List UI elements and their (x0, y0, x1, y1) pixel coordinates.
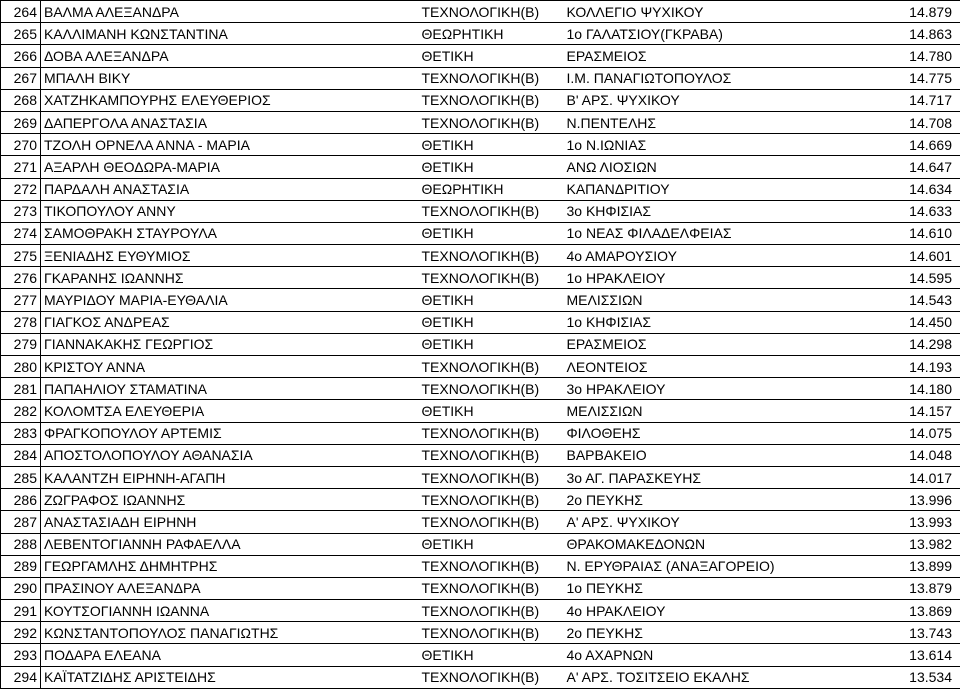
score-cell: 14.450 (826, 311, 960, 333)
school-cell: 2ο ΠΕΥΚΗΣ (564, 489, 826, 511)
table-row (1, 555, 960, 577)
student-name-cell: ΑΞΑΡΛΗ ΘΕΟΔΩΡΑ-ΜΑΡΙΑ (41, 156, 419, 178)
direction-cell: ΤΕΧΝΟΛΟΓΙΚΗ(Β) (419, 577, 564, 599)
direction-cell: ΤΕΧΝΟΛΟΓΙΚΗ(Β) (419, 489, 564, 511)
school-cell: 3ο ΗΡΑΚΛΕΙΟΥ (564, 378, 826, 400)
student-name-cell: ΒΑΛΜΑ ΑΛΕΞΑΝΔΡΑ (41, 1, 419, 23)
direction-cell: ΘΕΩΡΗΤΙΚΗ (419, 23, 564, 45)
table-row (1, 577, 960, 599)
table-row (1, 533, 960, 555)
direction-cell: ΤΕΧΝΟΛΟΓΙΚΗ(Β) (419, 378, 564, 400)
table-row (1, 356, 960, 378)
score-cell: 14.879 (826, 1, 960, 23)
row-number-cell: 290 (1, 577, 41, 599)
row-number-cell: 284 (1, 444, 41, 466)
score-cell: 13.614 (826, 644, 960, 666)
score-cell: 14.647 (826, 156, 960, 178)
school-cell: Β' ΑΡΣ. ΨΥΧΙΚΟΥ (564, 89, 826, 111)
score-cell: 14.298 (826, 333, 960, 355)
table-row (1, 134, 960, 156)
direction-cell: ΤΕΧΝΟΛΟΓΙΚΗ(Β) (419, 67, 564, 89)
school-cell: 1ο Ν.ΙΩΝΙΑΣ (564, 134, 826, 156)
table-row (1, 311, 960, 333)
student-name-cell: ΑΝΑΣΤΑΣΙΑΔΗ ΕΙΡΗΝΗ (41, 511, 419, 533)
row-number-cell: 294 (1, 666, 41, 688)
score-cell: 14.048 (826, 444, 960, 466)
school-cell: 1ο ΗΡΑΚΛΕΙΟΥ (564, 267, 826, 289)
table-row (1, 600, 960, 622)
score-cell: 14.180 (826, 378, 960, 400)
student-name-cell: ΛΕΒΕΝΤΟΓΙΑΝΝΗ ΡΑΦΑΕΛΛΑ (41, 533, 419, 555)
direction-cell: ΤΕΧΝΟΛΟΓΙΚΗ(Β) (419, 466, 564, 488)
table-row (1, 622, 960, 644)
score-cell: 13.879 (826, 577, 960, 599)
results-table-body (1, 1, 960, 689)
score-cell: 14.595 (826, 267, 960, 289)
direction-cell: ΘΕΤΙΚΗ (419, 533, 564, 555)
student-name-cell: ΤΙΚΟΠΟΥΛΟΥ ΑΝΝΥ (41, 200, 419, 222)
direction-cell: ΤΕΧΝΟΛΟΓΙΚΗ(Β) (419, 111, 564, 133)
table-row (1, 422, 960, 444)
score-cell: 14.669 (826, 134, 960, 156)
score-cell: 14.543 (826, 289, 960, 311)
score-cell: 13.743 (826, 622, 960, 644)
direction-cell: ΘΕΤΙΚΗ (419, 134, 564, 156)
table-row (1, 333, 960, 355)
score-cell: 13.996 (826, 489, 960, 511)
table-row (1, 178, 960, 200)
direction-cell: ΘΕΤΙΚΗ (419, 400, 564, 422)
student-name-cell: ΜΠΑΛΗ ΒΙΚΥ (41, 67, 419, 89)
student-name-cell: ΣΑΜΟΘΡΑΚΗ ΣΤΑΥΡΟΥΛΑ (41, 222, 419, 244)
score-cell: 14.708 (826, 111, 960, 133)
score-cell: 14.780 (826, 45, 960, 67)
row-number-cell: 285 (1, 466, 41, 488)
row-number-cell: 287 (1, 511, 41, 533)
student-name-cell: ΤΖΟΛΗ ΟΡΝΕΛΑ ΑΝΝΑ - ΜΑΡΙΑ (41, 134, 419, 156)
row-number-cell: 293 (1, 644, 41, 666)
direction-cell: ΤΕΧΝΟΛΟΓΙΚΗ(Β) (419, 200, 564, 222)
direction-cell: ΘΕΤΙΚΗ (419, 311, 564, 333)
school-cell: 3ο ΑΓ. ΠΑΡΑΣΚΕΥΗΣ (564, 466, 826, 488)
student-name-cell: ΔΟΒΑ ΑΛΕΞΑΝΔΡΑ (41, 45, 419, 67)
row-number-cell: 276 (1, 267, 41, 289)
student-name-cell: ΞΕΝΙΑΔΗΣ ΕΥΘΥΜΙΟΣ (41, 245, 419, 267)
row-number-cell: 289 (1, 555, 41, 577)
student-name-cell: ΠΟΔΑΡΑ ΕΛΕΑΝΑ (41, 644, 419, 666)
school-cell: ΒΑΡΒΑΚΕΙΟ (564, 444, 826, 466)
student-name-cell: ΚΑΪΤΑΤΖΙΔΗΣ ΑΡΙΣΤΕΙΔΗΣ (41, 666, 419, 688)
row-number-cell: 271 (1, 156, 41, 178)
direction-cell: ΤΕΧΝΟΛΟΓΙΚΗ(Β) (419, 245, 564, 267)
school-cell: 4ο ΑΜΑΡΟΥΣΙΟΥ (564, 245, 826, 267)
direction-cell: ΤΕΧΝΟΛΟΓΙΚΗ(Β) (419, 1, 564, 23)
score-cell: 13.982 (826, 533, 960, 555)
student-name-cell: ΚΡΙΣΤΟΥ ΑΝΝΑ (41, 356, 419, 378)
direction-cell: ΘΕΤΙΚΗ (419, 222, 564, 244)
school-cell: 4ο ΑΧΑΡΝΩΝ (564, 644, 826, 666)
table-row (1, 666, 960, 688)
table-row (1, 222, 960, 244)
school-cell: Ν. ΕΡΥΘΡΑΙΑΣ (ΑΝΑΞΑΓΟΡΕΙΟ) (564, 555, 826, 577)
student-name-cell: ΔΑΠΕΡΓΟΛΑ ΑΝΑΣΤΑΣΙΑ (41, 111, 419, 133)
table-row (1, 267, 960, 289)
score-cell: 14.017 (826, 466, 960, 488)
score-cell: 14.775 (826, 67, 960, 89)
score-cell: 14.193 (826, 356, 960, 378)
table-row (1, 67, 960, 89)
row-number-cell: 269 (1, 111, 41, 133)
direction-cell: ΤΕΧΝΟΛΟΓΙΚΗ(Β) (419, 600, 564, 622)
table-row (1, 466, 960, 488)
score-cell: 14.157 (826, 400, 960, 422)
row-number-cell: 281 (1, 378, 41, 400)
direction-cell: ΤΕΧΝΟΛΟΓΙΚΗ(Β) (419, 666, 564, 688)
row-number-cell: 291 (1, 600, 41, 622)
table-row (1, 1, 960, 23)
student-name-cell: ΓΕΩΡΓΑΜΛΗΣ ΔΗΜΗΤΡΗΣ (41, 555, 419, 577)
school-cell: 3ο ΚΗΦΙΣΙΑΣ (564, 200, 826, 222)
score-cell: 13.899 (826, 555, 960, 577)
row-number-cell: 265 (1, 23, 41, 45)
school-cell: ΘΡΑΚΟΜΑΚΕΔΟΝΩΝ (564, 533, 826, 555)
school-cell: ΚΟΛΛΕΓΙΟ ΨΥΧΙΚΟΥ (564, 1, 826, 23)
table-row (1, 156, 960, 178)
direction-cell: ΘΕΤΙΚΗ (419, 644, 564, 666)
row-number-cell: 283 (1, 422, 41, 444)
school-cell: ΜΕΛΙΣΣΙΩΝ (564, 289, 826, 311)
row-number-cell: 270 (1, 134, 41, 156)
table-row (1, 378, 960, 400)
row-number-cell: 278 (1, 311, 41, 333)
student-name-cell: ΠΡΑΣΙΝΟΥ ΑΛΕΞΑΝΔΡΑ (41, 577, 419, 599)
table-row (1, 400, 960, 422)
direction-cell: ΘΕΤΙΚΗ (419, 289, 564, 311)
row-number-cell: 268 (1, 89, 41, 111)
direction-cell: ΘΕΤΙΚΗ (419, 156, 564, 178)
row-number-cell: 272 (1, 178, 41, 200)
school-cell: ΜΕΛΙΣΣΙΩΝ (564, 400, 826, 422)
direction-cell: ΤΕΧΝΟΛΟΓΙΚΗ(Β) (419, 356, 564, 378)
student-name-cell: ΑΠΟΣΤΟΛΟΠΟΥΛΟΥ ΑΘΑΝΑΣΙΑ (41, 444, 419, 466)
table-row (1, 511, 960, 533)
row-number-cell: 274 (1, 222, 41, 244)
school-cell: 1ο ΝΕΑΣ ΦΙΛΑΔΕΛΦΕΙΑΣ (564, 222, 826, 244)
score-cell: 14.634 (826, 178, 960, 200)
school-cell: Α' ΑΡΣ. ΤΟΣΙΤΣΕΙΟ ΕΚΑΛΗΣ (564, 666, 826, 688)
student-name-cell: ΚΟΥΤΣΟΓΙΑΝΝΗ ΙΩΑΝΝΑ (41, 600, 419, 622)
row-number-cell: 282 (1, 400, 41, 422)
table-row (1, 23, 960, 45)
school-cell: 4ο ΗΡΑΚΛΕΙΟΥ (564, 600, 826, 622)
row-number-cell: 292 (1, 622, 41, 644)
direction-cell: ΤΕΧΝΟΛΟΓΙΚΗ(Β) (419, 89, 564, 111)
table-row (1, 289, 960, 311)
table-row (1, 444, 960, 466)
score-cell: 14.717 (826, 89, 960, 111)
score-cell: 14.601 (826, 245, 960, 267)
row-number-cell: 288 (1, 533, 41, 555)
direction-cell: ΤΕΧΝΟΛΟΓΙΚΗ(Β) (419, 622, 564, 644)
table-row (1, 245, 960, 267)
table-row (1, 644, 960, 666)
score-cell: 14.863 (826, 23, 960, 45)
school-cell: ΦΙΛΟΘΕΗΣ (564, 422, 826, 444)
student-name-cell: ΚΟΛΟΜΤΣΑ ΕΛΕΥΘΕΡΙΑ (41, 400, 419, 422)
row-number-cell: 264 (1, 1, 41, 23)
table-row (1, 111, 960, 133)
student-name-cell: ΓΙΑΓΚΟΣ ΑΝΔΡΕΑΣ (41, 311, 419, 333)
student-name-cell: ΠΑΡΔΑΛΗ ΑΝΑΣΤΑΣΙΑ (41, 178, 419, 200)
row-number-cell: 266 (1, 45, 41, 67)
school-cell: ΕΡΑΣΜΕΙΟΣ (564, 333, 826, 355)
direction-cell: ΘΕΩΡΗΤΙΚΗ (419, 178, 564, 200)
school-cell: 1ο ΓΑΛΑΤΣΙΟΥ(ΓΚΡΑΒΑ) (564, 23, 826, 45)
row-number-cell: 286 (1, 489, 41, 511)
direction-cell: ΤΕΧΝΟΛΟΓΙΚΗ(Β) (419, 555, 564, 577)
score-cell: 13.993 (826, 511, 960, 533)
direction-cell: ΤΕΧΝΟΛΟΓΙΚΗ(Β) (419, 267, 564, 289)
school-cell: ΑΝΩ ΛΙΟΣΙΩΝ (564, 156, 826, 178)
row-number-cell: 279 (1, 333, 41, 355)
direction-cell: ΤΕΧΝΟΛΟΓΙΚΗ(Β) (419, 444, 564, 466)
direction-cell: ΤΕΧΝΟΛΟΓΙΚΗ(Β) (419, 422, 564, 444)
row-number-cell: 277 (1, 289, 41, 311)
score-cell: 13.869 (826, 600, 960, 622)
student-name-cell: ΖΩΓΡΑΦΟΣ ΙΩΑΝΝΗΣ (41, 489, 419, 511)
student-name-cell: ΜΑΥΡΙΔΟΥ ΜΑΡΙΑ-ΕΥΘΑΛΙΑ (41, 289, 419, 311)
student-name-cell: ΚΑΛΛΙΜΑΝΗ ΚΩΝΣΤΑΝΤΙΝΑ (41, 23, 419, 45)
student-name-cell: ΓΚΑΡΑΝΗΣ ΙΩΑΝΝΗΣ (41, 267, 419, 289)
score-cell: 14.633 (826, 200, 960, 222)
school-cell: ΚΑΠΑΝΔΡΙΤΙΟΥ (564, 178, 826, 200)
direction-cell: ΘΕΤΙΚΗ (419, 333, 564, 355)
row-number-cell: 275 (1, 245, 41, 267)
school-cell: Α' ΑΡΣ. ΨΥΧΙΚΟΥ (564, 511, 826, 533)
row-number-cell: 273 (1, 200, 41, 222)
student-name-cell: ΦΡΑΓΚΟΠΟΥΛΟΥ ΑΡΤΕΜΙΣ (41, 422, 419, 444)
school-cell: 1ο ΠΕΥΚΗΣ (564, 577, 826, 599)
student-name-cell: ΧΑΤΖΗΚΑΜΠΟΥΡΗΣ ΕΛΕΥΘΕΡΙΟΣ (41, 89, 419, 111)
school-cell: Ι.Μ. ΠΑΝΑΓΙΩΤΟΠΟΥΛΟΣ (564, 67, 826, 89)
school-cell: ΕΡΑΣΜΕΙΟΣ (564, 45, 826, 67)
table-row (1, 489, 960, 511)
school-cell: Ν.ΠΕΝΤΕΛΗΣ (564, 111, 826, 133)
score-cell: 14.610 (826, 222, 960, 244)
table-row (1, 200, 960, 222)
school-cell: ΛΕΟΝΤΕΙΟΣ (564, 356, 826, 378)
student-name-cell: ΚΩΝΣΤΑΝΤΟΠΟΥΛΟΣ ΠΑΝΑΓΙΩΤΗΣ (41, 622, 419, 644)
school-cell: 2ο ΠΕΥΚΗΣ (564, 622, 826, 644)
direction-cell: ΤΕΧΝΟΛΟΓΙΚΗ(Β) (419, 511, 564, 533)
score-cell: 14.075 (826, 422, 960, 444)
school-cell: 1ο ΚΗΦΙΣΙΑΣ (564, 311, 826, 333)
student-name-cell: ΓΙΑΝΝΑΚΑΚΗΣ ΓΕΩΡΓΙΟΣ (41, 333, 419, 355)
table-row (1, 89, 960, 111)
student-name-cell: ΚΑΛΑΝΤΖΗ ΕΙΡΗΝΗ-ΑΓΑΠΗ (41, 466, 419, 488)
score-cell: 13.534 (826, 666, 960, 688)
row-number-cell: 267 (1, 67, 41, 89)
row-number-cell: 280 (1, 356, 41, 378)
student-name-cell: ΠΑΠΑΗΛΙΟΥ ΣΤΑΜΑΤΙΝΑ (41, 378, 419, 400)
direction-cell: ΘΕΤΙΚΗ (419, 45, 564, 67)
table-row (1, 45, 960, 67)
